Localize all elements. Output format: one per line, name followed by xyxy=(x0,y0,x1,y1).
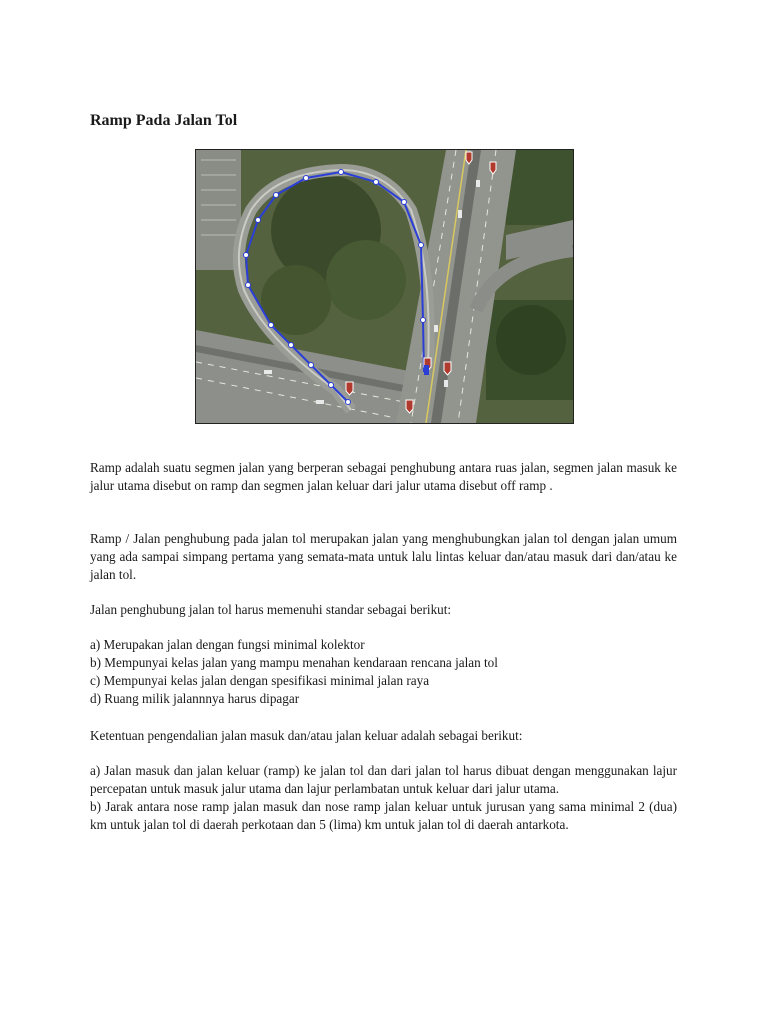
list-item: c) Mempunyai kelas jalan dengan spesifikasi minimal jalan raya xyxy=(90,673,430,688)
page-title: Ramp Pada Jalan Tol xyxy=(90,112,238,129)
aerial-map-image xyxy=(196,150,573,423)
list-item: a) Jalan masuk dan jalan keluar (ramp) ke jalan tol dan dari jalan tol harus dibuat dengan menggunakan lajur percepatan untuk masuk jalur utama dan lajur perlambatan untuk keluar dari jalur utama. xyxy=(90,763,677,796)
paragraph-ramp-toll-connector: Ramp / Jalan penghubung pada jalan tol merupakan jalan yang menghubungkan jalan tol dengan jalan umum yang ada sampai simpang pertama yang semata-mata untuk lalu lintas keluar dan/atau masuk dari dan/atau ke jalan tol. xyxy=(90,531,677,582)
standards-list xyxy=(90,636,677,708)
paragraph-standards-intro: Jalan penghubung jalan tol harus memenuhi standar sebagai berikut: xyxy=(90,602,452,617)
aerial-ramp-photo xyxy=(195,149,574,424)
paragraph-ramp-definition: Ramp adalah suatu segmen jalan yang berperan sebagai penghubung antara ruas jalan, segmen jalan masuk ke jalur utama disebut on ramp dan segmen jalan keluar dari jalur utama disebut off ramp . xyxy=(90,460,677,493)
list-item: b) Jarak antara nose ramp jalan masuk dan nose ramp jalan keluar untuk jurusan yang sama minimal 2 (dua) km untuk jalan tol di daerah perkotaan dan 5 (lima) km untuk jalan tol di daerah antarkota. xyxy=(90,799,677,832)
provisions-list xyxy=(90,762,677,834)
list-item: b) Mempunyai kelas jalan yang mampu menahan kendaraan rencana jalan tol xyxy=(90,655,498,670)
list-item: d) Ruang milik jalannnya harus dipagar xyxy=(90,691,300,706)
paragraph-provisions-intro: Ketentuan pengendalian jalan masuk dan/atau jalan keluar adalah sebagai berikut: xyxy=(90,728,523,743)
list-item: a) Merupakan jalan dengan fungsi minimal kolektor xyxy=(90,637,365,652)
